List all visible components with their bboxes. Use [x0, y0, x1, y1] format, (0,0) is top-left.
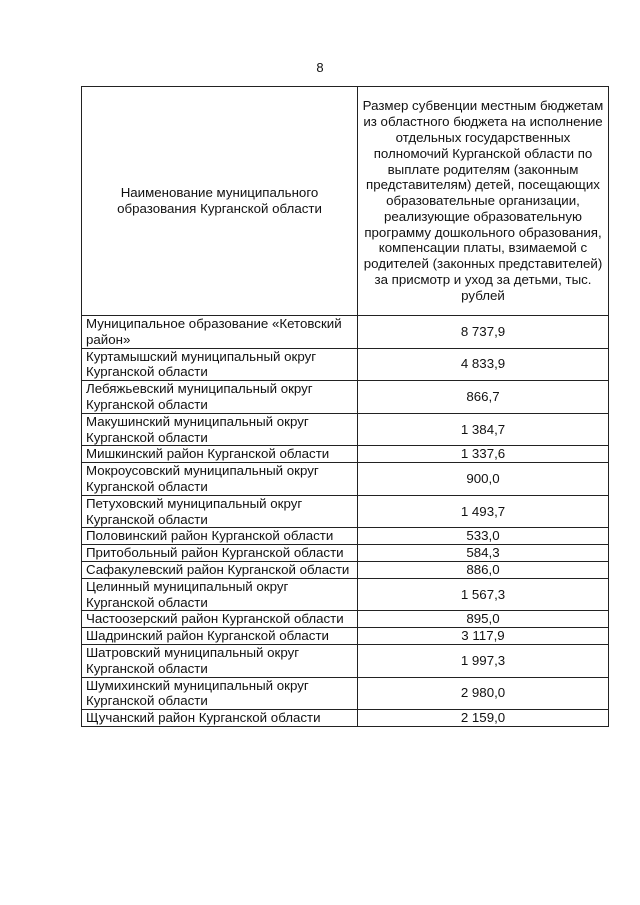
table-row [82, 677, 609, 710]
municipality-name: Сафакулевский район Курганской области [82, 561, 358, 578]
subvention-value: 1 384,7 [358, 413, 609, 446]
subvention-value: 584,3 [358, 545, 609, 562]
subvention-value: 895,0 [358, 611, 609, 628]
subvention-value: 1 337,6 [358, 446, 609, 463]
table-row [82, 628, 609, 645]
header-subvention-size: Размер субвенции местным бюджетам из областного бюджета на исполнение отдельных государственных полномочий Курганской области по выплате родителям (законным представителям) детей, посещающих образовательные организации, реализующие образовательную программу дошкольного образования, компенсации платы, взимаемой с родителей (законных представителей) за присмотр и уход за детьми, тыс. рублей [358, 87, 609, 316]
subvention-value: 533,0 [358, 528, 609, 545]
table-header-row [82, 87, 609, 316]
table-row [82, 495, 609, 528]
subvention-value: 2 159,0 [358, 710, 609, 727]
municipality-name: Половинский район Курганской области [82, 528, 358, 545]
table-row [82, 710, 609, 727]
municipality-name: Шатровский муниципальный округ Курганской области [82, 644, 358, 677]
municipality-name: Целинный муниципальный округ Курганской области [82, 578, 358, 611]
subvention-value: 1 493,7 [358, 495, 609, 528]
subvention-value: 4 833,9 [358, 348, 609, 381]
municipality-name: Щучанский район Курганской области [82, 710, 358, 727]
municipality-name: Мишкинский район Курганской области [82, 446, 358, 463]
table-row [82, 611, 609, 628]
municipality-name: Куртамышский муниципальный округ Курганской области [82, 348, 358, 381]
municipality-name: Частоозерский район Курганской области [82, 611, 358, 628]
subvention-value: 866,7 [358, 381, 609, 414]
subvention-value: 1 567,3 [358, 578, 609, 611]
subvention-value: 2 980,0 [358, 677, 609, 710]
subvention-value: 8 737,9 [358, 316, 609, 349]
municipality-name: Шадринский район Курганской области [82, 628, 358, 645]
municipality-name: Макушинский муниципальный округ Курганской области [82, 413, 358, 446]
municipality-name: Шумихинский муниципальный округ Курганской области [82, 677, 358, 710]
subvention-value: 886,0 [358, 561, 609, 578]
municipality-name: Лебяжьевский муниципальный округ Курганской области [82, 381, 358, 414]
table-row [82, 463, 609, 496]
page-number: 8 [316, 60, 324, 75]
table-body [82, 316, 609, 727]
table-row [82, 381, 609, 414]
table-row [82, 578, 609, 611]
table-row [82, 644, 609, 677]
table-row [82, 561, 609, 578]
table-row [82, 413, 609, 446]
subvention-value: 1 997,3 [358, 644, 609, 677]
municipality-name: Мокроусовский муниципальный округ Курганской области [82, 463, 358, 496]
municipality-name: Притобольный район Курганской области [82, 545, 358, 562]
municipality-name: Муниципальное образование «Кетовский район» [82, 316, 358, 349]
municipality-name: Петуховский муниципальный округ Курганской области [82, 495, 358, 528]
table-row [82, 446, 609, 463]
table-row [82, 348, 609, 381]
table-row [82, 316, 609, 349]
header-municipality-name: Наименование муниципального образования Курганской области [82, 87, 358, 316]
table-row [82, 545, 609, 562]
table-row [82, 528, 609, 545]
subvention-table [81, 86, 609, 727]
subvention-value: 3 117,9 [358, 628, 609, 645]
subvention-value: 900,0 [358, 463, 609, 496]
